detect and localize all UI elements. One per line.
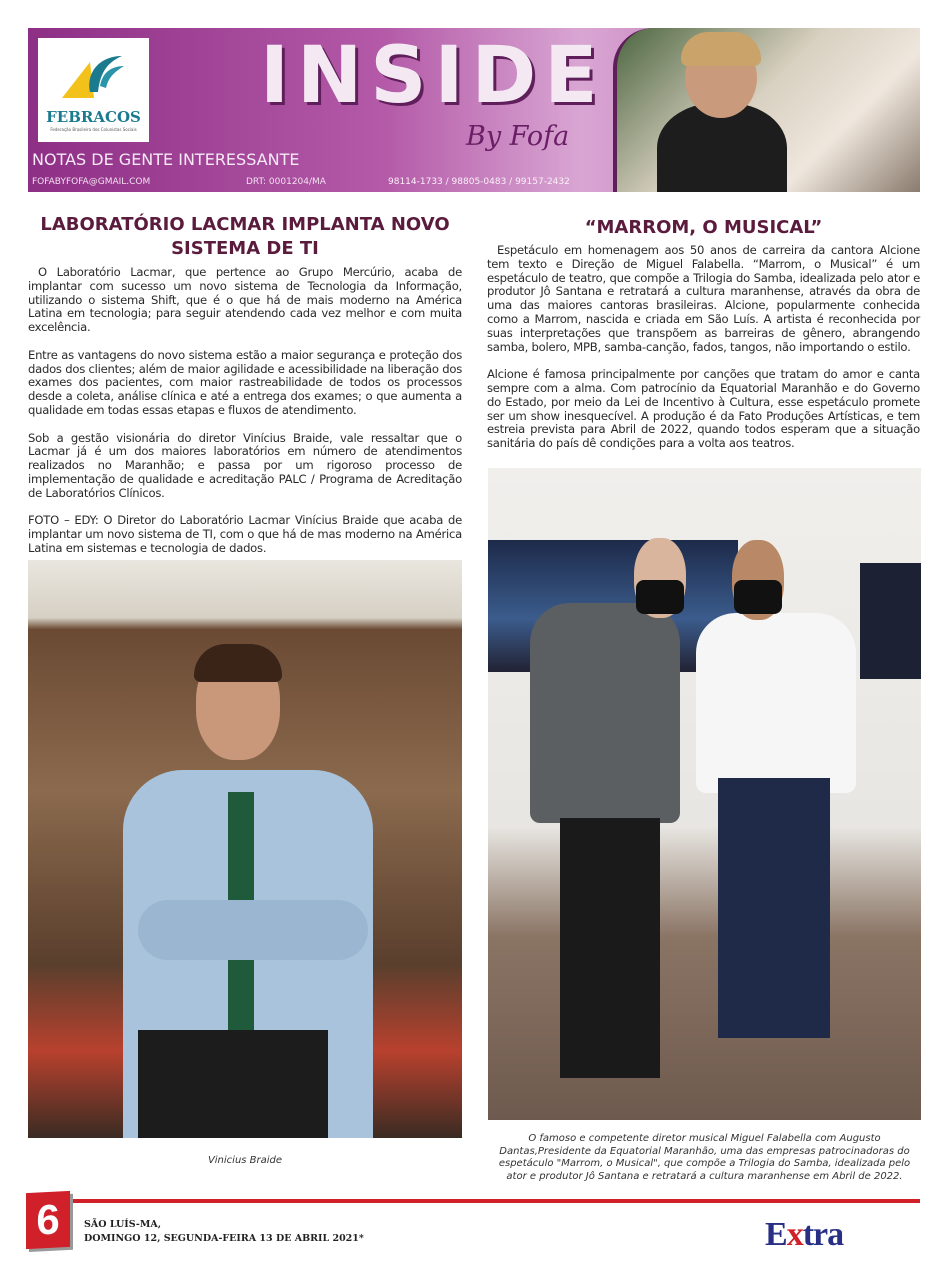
right-article-body [487,244,920,465]
column-byline: By Fofa [466,121,570,152]
column-banner [28,28,920,192]
brand-e: E [765,1216,787,1253]
right-article-title: “MARROM, O MUSICAL” [584,217,823,238]
footer-dateline [84,1218,364,1246]
paragraph: Entre as vantagens do novo sistema estão a maior segurança e proteção dos dados dos clientes; além de maior agilidade e acessibilidade na liberação dos exames dos pacientes, com maior rastreabilidade de todos os processos desde a coleta, análise clínica e até a entrega dos exames; o que aumenta a qualidade em todas essas etapas e fluxos de atendimento. [28,347,462,417]
vinicius-braide-photo [28,560,462,1138]
contact-phones: 98114-1733 / 98805-0483 / 99157-2432 [388,177,570,187]
column-tagline: NOTAS DE GENTE INTERESSANTE [32,150,300,169]
brand-x: x [786,1216,803,1253]
footer-location: SÃO LUÍS-MA, [84,1219,162,1230]
columnist-photo [613,28,920,192]
paragraph: FOTO – EDY: O Diretor do Laboratório Lacmar Vinícius Braide que acaba de implantar um novo sistema de TI, com o que há de mas moderno na América Latina em sistemas e tecnologia de dados. [28,513,462,555]
extra-logo [765,1215,843,1255]
left-photo-caption: Vinicius Braide [207,1155,283,1166]
logo-name: FEBRACOS [46,108,141,126]
contact-email: FOFABYFOFA@GMAIL.COM [32,177,151,187]
logo-subtitle: Federação Brasileira dos Colunistas Sociais [50,127,137,132]
left-article-body [28,266,462,570]
falabella-dantas-photo [488,468,921,1120]
paragraph: Sob a gestão visionária do diretor Vinícius Braide, vale ressaltar que o Lacmar já é um dos maiores laboratórios em número de atendimentos realizados no Maranhão; e passa por um rigoroso processo de implementação de qualidade e acreditação PALC / Programa de Acreditação de Laboratórios Clínicos. [28,430,462,500]
paragraph: O Laboratório Lacmar, que pertence ao Grupo Mercúrio, acaba de implantar com sucesso um novo sistema de Tecnologia da Informação, utilizando o sistema Shift, que é o que há de mais moderno na América Latina em tecnologia; para seguir atendendo cada vez melhor e com muita excelência. [28,265,462,335]
footer-date: DOMINGO 12, SEGUNDA-FEIRA 13 DE ABRIL 2021* [84,1233,364,1244]
footer-rule [60,1199,920,1203]
page-number: 6 [26,1191,70,1249]
paragraph: Alcione é famosa principalmente por canções que tratam do amor e canta sempre com a alma. Com patrocínio da Equatorial Maranhão e do Governo do Estado, por meio da Lei de Incentivo à Cultura, esse espetáculo promete ser um show inesquecível. A produção é da Fato Produções Artísticas, e tem estreia prevista para Abril de 2022, quando todos esperam que a situação sanitária do país dê condições para a volta aos teatros. [487,367,920,451]
drt-number: DRT: 0001204/MA [246,177,326,187]
paragraph: Espetáculo em homenagem aos 50 anos de carreira da cantora Alcione tem texto e Direção de Miguel Falabella. “Marrom, o Musical” é um espetáculo de teatro, que compõe a Trilogia do Samba, idealizada pelo ator e produtor Jô Santana e retratará a cultura maranhense, através da obra de uma das maiores cantoras brasileiras. Alcione, popularmente conhecida como a Marrom, nascida e criada em São Luís. A artista é reconhecida por suas interpretações que transpõem as barreiras de gênero, abrangendo samba, bolero, MPB, samba-canção, fados, tangos, não importando o estilo. [487,243,920,354]
left-article-title: LABORATÓRIO LACMAR IMPLANTA NOVO SISTEMA DE TI [40,214,450,259]
febracos-logo [38,38,149,142]
column-title: INSIDE [260,31,606,121]
brand-rest: tra [802,1216,844,1253]
right-photo-caption: O famoso e competente diretor musical Miguel Falabella com Augusto Dantas,Presidente da Equatorial Maranhão, uma das empresas patrocinadoras do espetáculo "Marrom, o Musical", que compõe a Trilogia do Samba, idealizada pelo ator e produtor Jô Santana e retratará a cultura maranhense em Abril de 2022. [498,1133,911,1182]
sail-logo-icon [60,52,126,102]
